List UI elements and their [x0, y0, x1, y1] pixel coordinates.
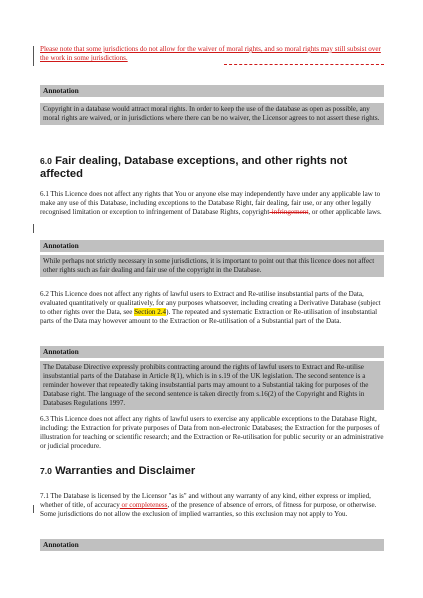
highlighted-reference: Section 2.4 [134, 308, 167, 317]
change-bar [33, 224, 34, 233]
paragraph-text: 6.2 This Licence does not affect any rights of lawful users to Extract and Re-utilise insubstantial parts of the Data, evaluated quantitatively or qualitatively, for any purposes whatsoever, including creating a Derivative Database (subject to other rights over the Data, see [40, 290, 381, 317]
paragraph-text: 6.3 This Licence does not affect any rights of lawful users to exercise any applicable exceptions to the Database Right, including: the Extraction for private purposes of Data from non-electronic Databases; the Extraction for the purposes of illustration for teaching or scientific research; and the Extraction or Re-utilisation for public security or an administrative or judicial procedure. [40, 415, 384, 451]
annotation-box [40, 346, 384, 410]
section-heading-7 [40, 465, 384, 478]
paragraph-6-1 [40, 190, 384, 217]
section-number: 6.0 [40, 156, 52, 166]
waiver-note [40, 45, 384, 63]
section-number: 7.0 [40, 466, 52, 476]
annotation-body: While perhaps not strictly necessary in some jurisdictions, it is important to point out that this licence does not affect other rights such as fair dealing and fair use of the copyright in the Database. [40, 255, 384, 277]
section-title: Warranties and Disclaimer [55, 465, 196, 477]
waiver-note-text: Please note that some jurisdictions do not allow for the waiver of moral rights, and so moral rights may still subsist over the work in some jurisdictions. [40, 45, 381, 63]
tracked-change-connector [224, 64, 384, 65]
change-bar [33, 46, 34, 66]
annotation-heading: Annotation [40, 539, 384, 551]
paragraph-text: ). The repeated and systematic Extraction or Re-utilisation of insubstantial parts of the Data may however amount to the Extraction or Re-utilisation of a Substantial part of the Data. [40, 308, 378, 326]
section-title: Fair dealing, Database exceptions, and other rights not affected [40, 155, 348, 180]
change-bar [33, 505, 34, 513]
annotation-body: Copyright in a database would attract moral rights. In order to keep the use of the database as open as possible, any moral rights are waived, or in jurisdictions where there can be no waiver, the Licensor agrees to not assert these rights. [40, 103, 384, 125]
annotation-box [40, 85, 384, 125]
deleted-text: -infringement [269, 208, 309, 217]
annotation-body: The Database Directive expressly prohibits contracting around the rights of lawful users to Extract and Re-utilise insubstantial parts of the Database in Article 8(1), which is in s.19 of the UK legislation. The second sentence is a reminder however that repeatedly taking insubstantial parts may amount to a Substantial taking for purposes of the Database right. The language of the second sentence is taken directly from s.16(2) of the Copyright and Rights in Databases Regulations 1997. [40, 361, 384, 410]
annotation-box [40, 240, 384, 277]
annotation-heading: Annotation [40, 346, 384, 358]
paragraph-text: , or other applicable laws. [308, 208, 382, 217]
inserted-text: or completeness [119, 501, 168, 510]
paragraph-text: 6.1 This Licence does not affect any rights that You or anyone else may independently have under any applicable law to make any use of this Database, including exceptions to the Database Right, fair dealing, fair use, or any other legally recognised limitation or exception to infringement of Database Rights, copyright [40, 190, 381, 217]
paragraph-7-1 [40, 492, 384, 519]
annotation-heading: Annotation [40, 85, 384, 97]
annotation-box [40, 539, 384, 551]
paragraph-text: 7.1 The Database is licensed by the Licensor "as is" and without any warranty of any kind, either express or implied, whether of title, of accuracy [40, 492, 371, 510]
annotation-heading: Annotation [40, 240, 384, 252]
section-heading-6 [40, 155, 384, 181]
paragraph-6-2 [40, 290, 384, 326]
paragraph-text: , of the presence of absence of errors, of fitness for purpose, or otherwise. Some jurisdictions do not allow the exclusion of implied warranties, so this exclusion may not apply to You. [40, 501, 377, 519]
paragraph-6-3 [40, 415, 384, 451]
